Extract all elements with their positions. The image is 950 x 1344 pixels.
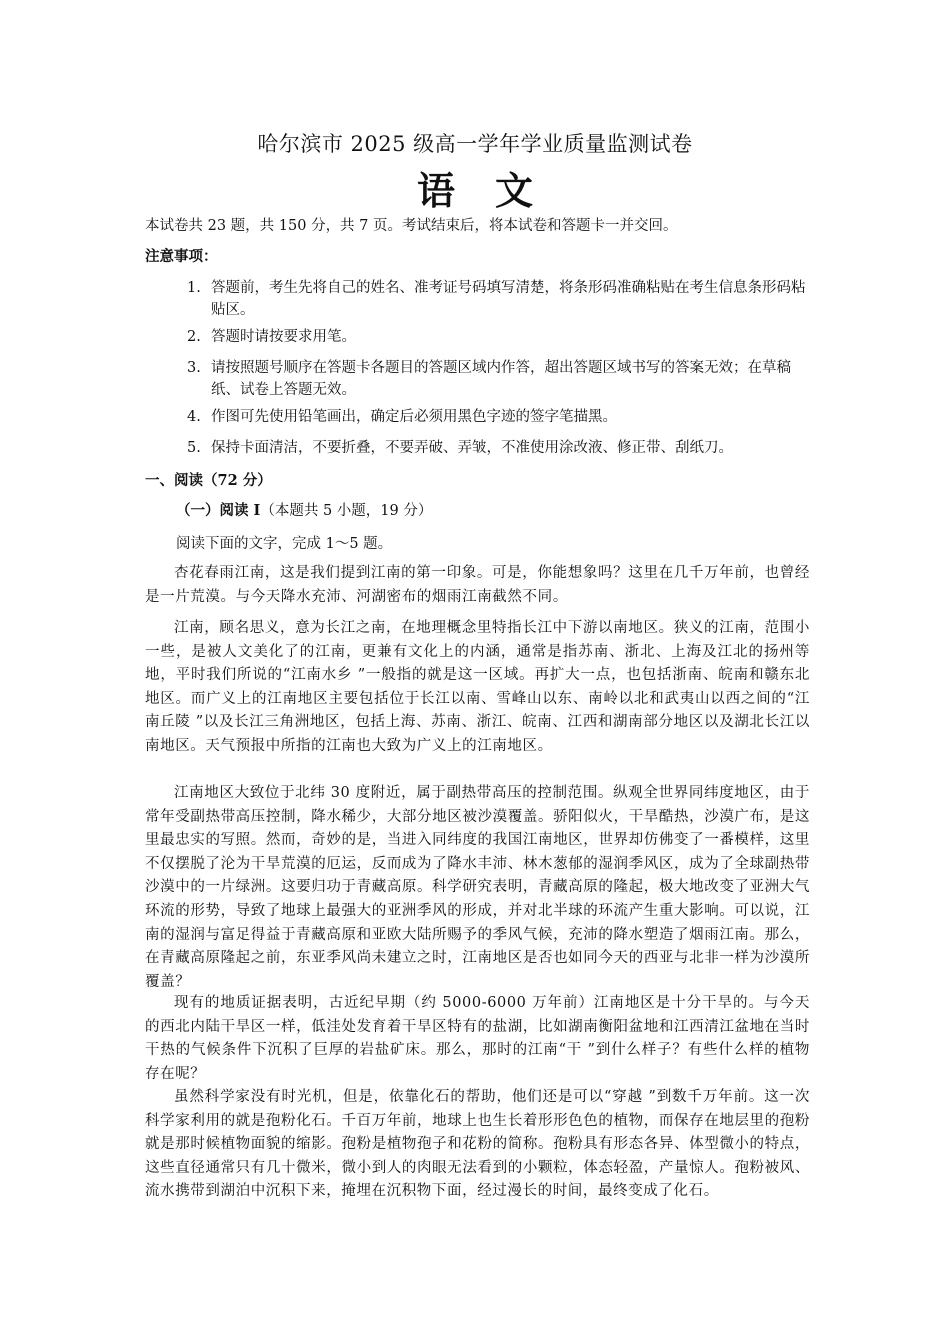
exam-intro: 本试卷共 23 题，共 150 分，共 7 页。考试结束后，将本试卷和答题卡一并交回。 [145,218,678,234]
note-number: 5. [187,440,201,456]
note-number: 4. [187,409,201,425]
subject-title: 语文 [416,168,573,213]
reading-instruction: 阅读下面的文字，完成 1～5 题。 [176,536,393,552]
note-number: 1. [187,280,201,296]
notes-heading: 注意事项： [145,248,218,265]
note-item [187,406,812,428]
note-number: 3. [187,360,201,376]
passage-paragraph: 江南地区大致位于北纬 30 度附近，属于副热带高压的控制范围。纵观全世界同纬度地区，由于常年受副热带高压控制，降水稀少，大部分地区被沙漠覆盖。骄阳似火，干旱酷热，沙漠广布，是这里最忠实的写照。然而，奇妙的是，当进入同纬度的我国江南地区，世界却仿佛变了一番模样，这里不仅摆脱了沦为干旱荒漠的厄运，反而成为了降水丰沛、林木葱郁的湿润季风区，成为了全球副热带沙漠中的一片绿洲。这要归功于青藏高原。科学研究表明，青藏高原的隆起，极大地改变了亚洲大气环流的形势，导致了地球上最强大的亚洲季风的形成，并对北半球的环流产生重大影响。可以说，江南的湿润与富足得益于青藏高原和亚欧大陆所赐予的季风气候，充沛的降水塑造了烟雨江南。那么，在青藏高原隆起之前，东亚季风尚未建立之时，江南地区是否也如同今天的西亚与北非一样为沙漠所覆盖？ [145,785,810,990]
exam-title: 哈尔滨市 2025 级高一学年学业质量监测试卷 [257,132,693,156]
passage-paragraph: 杏花春雨江南，这是我们提到江南的第一印象。可是，你能想象吗？这里在几千万年前，也曾经是一片荒漠。与今天降水充沛、河湖密布的烟雨江南截然不同。 [145,565,810,605]
passage-paragraph: 虽然科学家没有时光机，但是，依靠化石的帮助，他们还是可以“穿越 ”到数千万年前。这一次科学家利用的就是孢粉化石。千百万年前，地球上也生长着形形色色的植物，而保存在地层里的孢粉就是那时候植物面貌的缩影。孢粉是植物孢子和花粉的简称。孢粉具有形态各异、体型微小的特点，这些直径通常只有几十微米，微小到人的肉眼无法看到的小颗粒，体态轻盈，产量惊人。孢粉被风、流水携带到湖泊中沉积下来，掩埋在沉积物下面，经过漫长的时间，最终变成了化石。 [145,1089,810,1200]
note-number: 2. [187,329,201,345]
passage-paragraph: 江南，顾名思义，意为长江之南，在地理概念里特指长江中下游以南地区。狭义的江南，范围小一些，是被人文美化了的江南，更兼有文化上的内涵，通常是指苏南、浙北、上海及江北的扬州等地，平时我们所说的“江南水乡 ”一般指的就是这一区域。再扩大一点，也包括浙南、皖南和赣东北地区。而广义上的江南地区主要包括位于长江以南、雪峰山以东、南岭以北和武夷山以西之间的“江南丘陵 ”以及长江三角洲地区，包括上海、苏南、浙江、皖南、江西和湖南部分地区以及湖北长江以南地区。天气预报中所指的江南也大致为广义上的江南地区。 [145,620,810,754]
note-item [187,357,812,401]
passage-paragraph: 现有的地质证据表明，古近纪早期（约 5000-6000 万年前）江南地区是十分干旱的。与今天的西北内陆干旱区一样，低洼处发育着干旱区特有的盐湖，比如湖南衡阳盆地和江西清江盆地在当时干热的气候条件下沉积了巨厚的岩盐矿床。那么，那时的江南“干 ”到什么样子？有些什么样的植物存在呢？ [145,995,810,1082]
note-item [187,437,812,459]
note-text: 答题时请按要求用笔。 [211,329,356,345]
subsection-title: （一）阅读 Ⅰ [176,502,261,519]
section-heading: 一、阅读（72 分） [145,472,272,489]
subsection-detail: （本题共 5 小题，19 分） [260,503,433,519]
subsection-heading [176,500,432,522]
note-item [187,326,812,348]
note-text: 请按照题号顺序在答题卡各题目的答题区域内作答，超出答题区域书写的答案无效；在草稿纸、试卷上答题无效。 [211,360,791,398]
note-text: 作图可先使用铅笔画出，确定后必须用黑色字迹的签字笔描黑。 [211,409,617,425]
note-text: 保持卡面清洁，不要折叠，不要弄破、弄皱，不准使用涂改液、修正带、刮纸刀。 [211,440,733,456]
note-text: 答题前，考生先将自己的姓名、准考证号码填写清楚，将条形码准确粘贴在考生信息条形码粘贴区。 [211,280,806,318]
note-item [187,277,812,321]
